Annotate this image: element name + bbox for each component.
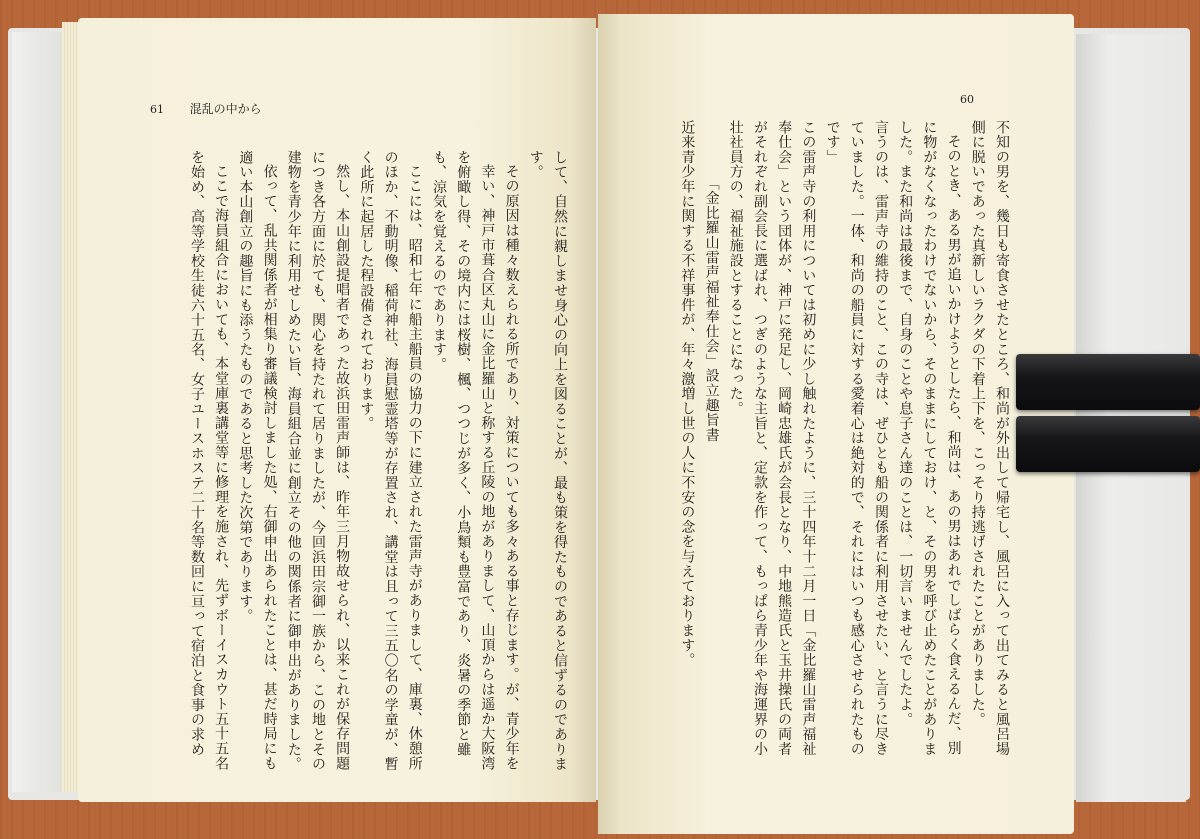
- binder-clip: [1016, 354, 1200, 410]
- paragraph: 依って、乱共関係者が相集り審議検討しました処、右御申出あられたことは、甚だ時局にも適い本山創立の趣旨にも添うたものであると思考した次第であります。: [237, 150, 278, 771]
- running-title: 混乱の中から: [189, 102, 262, 116]
- left-page: [78, 18, 596, 802]
- right-page-number: 60: [960, 93, 974, 106]
- paragraph: して、自然に親しませ身心の向上を図ることが、最も策を得たものであると信ずるのでありま: [552, 150, 568, 772]
- right-page: [598, 14, 1074, 834]
- paragraph: す。: [527, 150, 544, 180]
- paragraph: 幸い、神戸市葺合区丸山に金比羅山と称する丘陵の地がありまして、山頂からは遥か大阪湾を俯瞰し得、その境内には桜樹、楓、つつじが多く、小鳥類も豊富であり、炎暑の季節と雖も、涼気を覚えるのであります。: [430, 150, 496, 771]
- paragraph: ここには、昭和七年に船主船員の協力の下に建立された雷声寺がありまして、庫裏、休憩所のほか、不動明像、稲荷神社、海員慰霊塔等が存置され、講堂は且って三五〇名の学童が、暫く此所に起居した程設備されております。: [358, 150, 423, 772]
- paragraph: 近来青少年に関する不祥事件が、年々激増し世の人に不安の念を与えております。: [679, 120, 696, 668]
- section-title: 「金比羅山雷声福祉奉仕会」設立趣旨書: [703, 176, 720, 443]
- left-page-body: [140, 150, 572, 778]
- paragraph: 言うのは、雷声寺の維持のこと、この寺は、ぜひとも船の関係者に利用させたい、と言うに尽きていました。一体、和尚の船員に対する愛着心は絶対的で、それにはいつも感心させられたものです」: [824, 120, 889, 757]
- binder-clip: [1016, 416, 1200, 472]
- right-page-body: [620, 120, 1014, 760]
- paragraph: 然し、本山創設提唱者であった故浜田雷声師は、昨年三月物故せられ、以来これが保存問題につき各方面に於ても、関心を持たれて居りましたが、今回浜田宗御一族から、この地とその建物を青少年に利用せしめたい旨、海員組合並に創立その他の関係者に御申出がありました。: [285, 150, 351, 772]
- paragraph: そのとき、ある男が追いかけようとしたら、和尚は、あの男はあれでしばらく食えるんだ、別に物がなくなったわけでないから、そのままにしておけ、と、その男を呼び止めたことがありました。また和尚は最後まで、自身のことや息子さん達のことは、一切言いませんでしたよ。: [897, 120, 962, 757]
- paragraph: その原因は種々数えられる所であり、対策についても多々ある事と存じます。が、青少年を: [503, 164, 520, 771]
- paragraph: ここで海員組合においても、本堂庫裏講堂等に修理を施され、先ずボーイスカウト五十五名を始め、高等学校生徒六十五名、女子ユースホステ二十名等数回に亘って宿泊と食事の求め: [188, 150, 230, 771]
- paragraph: 不知の男を、幾日も寄食させたところ、和尚が外出して帰宅し、風呂に入って出てみると風呂場側に脱いであった真新しいラクダの下着上下を、こっそり持逃げされたことがありました。: [969, 120, 1010, 757]
- paragraph: この雷声寺の利用については初めに少し触れたように、三十四年十二月一日「金比羅山雷声福祉奉仕会」という団体が、神戸に発足し、岡崎忠雄氏が会長となり、中地熊造氏と玉井操氏の両者がそれぞれ副会長に選ばれ、つぎのような主旨と、定款を作って、もっぱら青少年や海運界の小壮社員方の、福祉施設とすることになった。: [727, 120, 817, 757]
- left-page-number: 61: [150, 103, 164, 116]
- left-page-header: [150, 100, 262, 117]
- right-page-header: [960, 92, 974, 106]
